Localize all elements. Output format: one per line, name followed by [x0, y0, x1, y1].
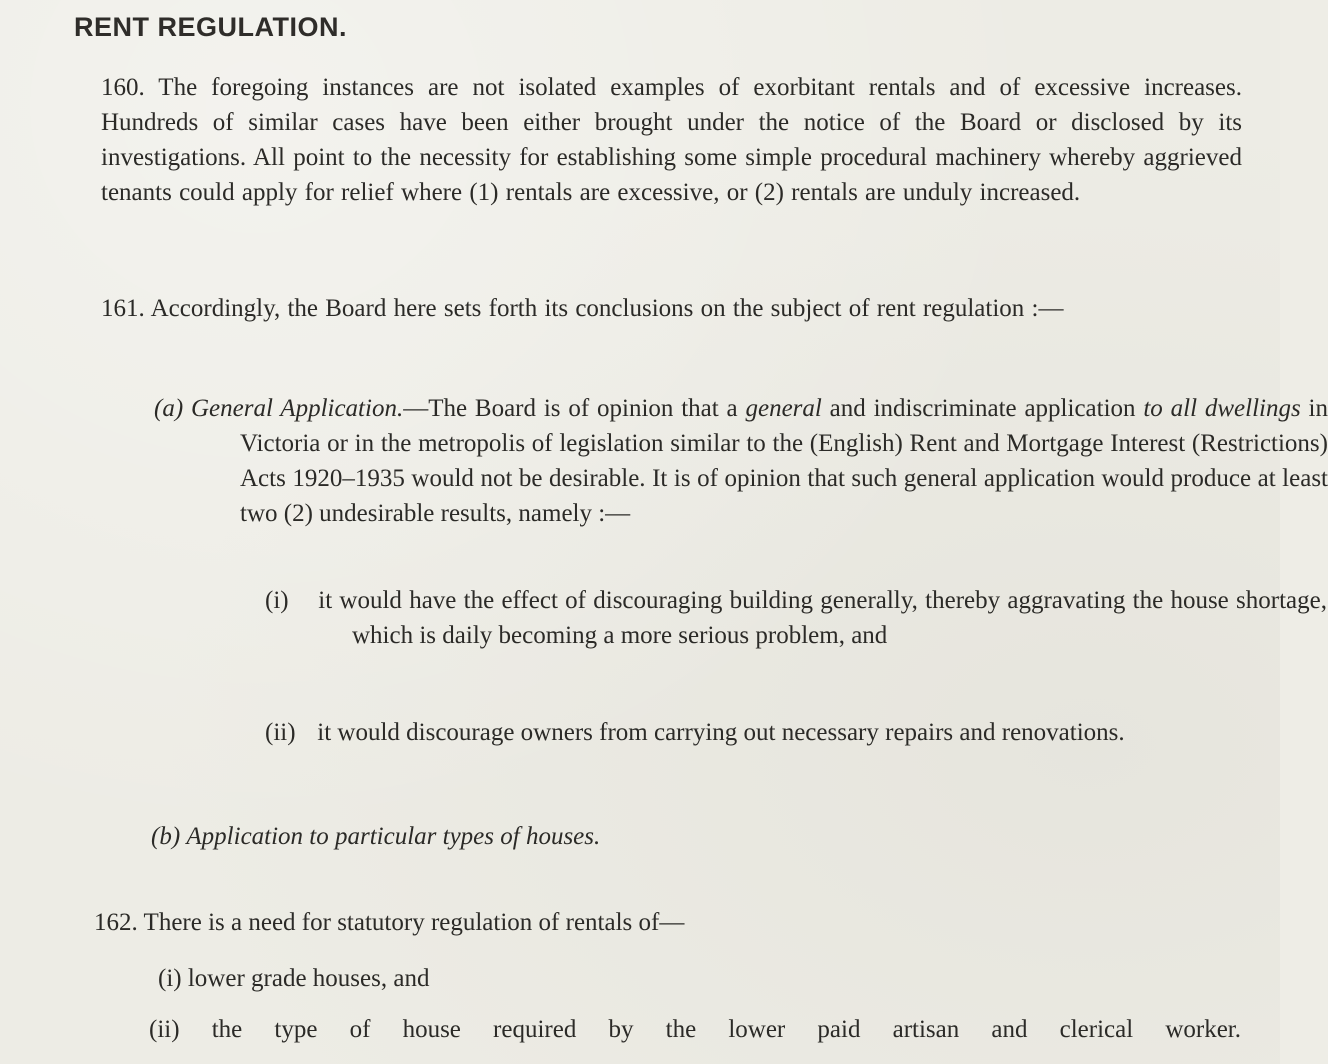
item-a-i [265, 583, 1327, 653]
item-162-ii-marker: (ii) [149, 1016, 180, 1043]
item-162-i-marker: (i) [158, 965, 182, 992]
item-a-text-3: in Victoria or in the metropolis of legislation similar to the (English) Rent and Mortgage Interest (Restrictions) Acts 1920–1935 would not be desirable. It is of opinion that such general application would produce at least two (2) undesirable results, namely :— [240, 395, 1328, 527]
item-162-i [158, 961, 429, 996]
paragraph-161-text: 161. Accordingly, the Board here sets forth its conclusions on the subject of rent regulation :— [101, 295, 1064, 322]
paragraph-162: 162. There is a need for statutory regulation of rentals of— [94, 909, 685, 936]
item-a-text-2: and indiscriminate application [821, 395, 1144, 422]
item-162-ii [149, 1012, 1241, 1047]
item-a-emphasis-general: general [745, 395, 822, 422]
item-a-i-text: it would have the effect of discouraging building generally, thereby aggravating the house shortage, which is daily becoming a more serious problem, and [318, 587, 1327, 649]
item-b [151, 819, 600, 854]
item-a-text-1: —The Board is of opinion that a [403, 395, 746, 422]
item-a-emphasis-dwellings: to all dwellings [1143, 395, 1301, 422]
item-162-i-text: lower grade houses, and [187, 965, 430, 992]
item-a-ii-text: it would discourage owners from carrying out necessary repairs and renovations. [317, 719, 1125, 746]
item-a-ii-marker: (ii) [265, 719, 296, 746]
item-b-marker: (b) [151, 823, 181, 850]
item-a-marker: (a) [154, 395, 184, 422]
item-162-ii-text: the type of house required by the lower paid artisan and clerical worker. [211, 1016, 1242, 1043]
item-a [154, 391, 1328, 531]
item-b-title: Application to particular types of houses. [186, 823, 601, 850]
item-a-title: General Application. [191, 395, 404, 422]
item-a-ii [265, 715, 1327, 750]
item-a-i-marker: (i) [265, 587, 289, 614]
paragraph-160 [17, 70, 1242, 210]
paragraph-161 [17, 291, 1242, 326]
section-heading: RENT REGULATION. [74, 12, 347, 42]
paragraph-160-text: 160. The foregoing instances are not isolated examples of exorbitant rentals and of excessive increases. Hundreds of similar cases have been either brought under the notice of the Board or disclosed by its investigations. All point to the necessity for establishing some simple procedural machinery whereby aggrieved tenants could apply for relief where (1) rentals are excessive, or (2) rentals are unduly increased. [101, 74, 1242, 206]
